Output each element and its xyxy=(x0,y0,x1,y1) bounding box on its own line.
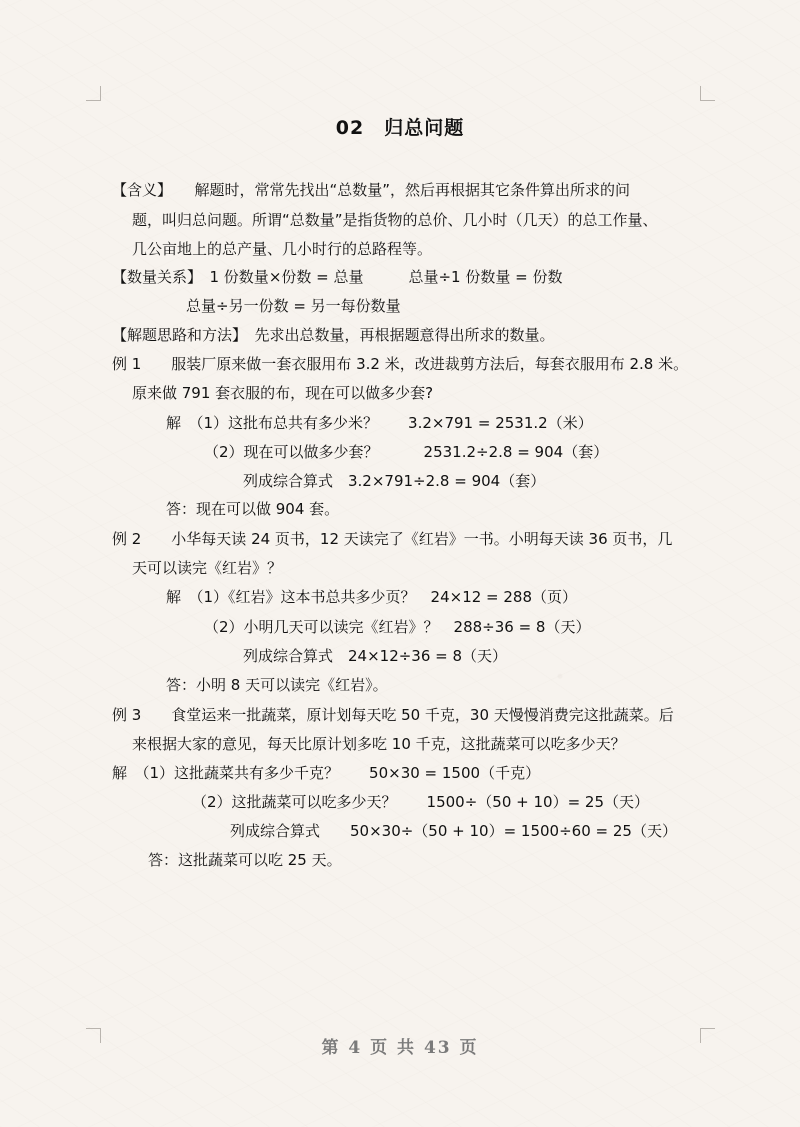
example-2-solution-step-1: 解 （1）《红岩》这本书总共多少页？ 24×12 = 288（页） xyxy=(166,588,578,606)
example-3-combined-formula: 列成综合算式 50×30÷（50 + 10）= 1500÷60 = 25（天） xyxy=(230,822,677,840)
corner-mark-top-left xyxy=(86,86,101,101)
relation-line-2: 总量÷另一份数 = 另一每份数量 xyxy=(186,297,401,315)
example-1-solution-step-2: （2）现在可以做多少套？ 2531.2÷2.8 = 904（套） xyxy=(204,443,609,461)
example-3-line-2: 来根据大家的意见，每天比原计划多吃 10 千克，这批蔬菜可以吃多少天？ xyxy=(132,735,626,753)
example-2-line-1: 例 2 小华每天读 24 页书，12 天读完了《红岩》一书。小明每天读 36 页书，几 xyxy=(112,530,673,548)
definition-line-1: 【含义】 解题时，常常先找出“总数量”，然后再根据其它条件算出所求的问 xyxy=(112,181,631,199)
example-2-answer: 答：小明 8 天可以读完《红岩》。 xyxy=(166,676,388,694)
example-1-line-1: 例 1 服装厂原来做一套衣服用布 3.2 米，改进裁剪方法后，每套衣服用布 2.8 米。 xyxy=(112,355,689,373)
method-line: 【解题思路和方法】 先求出总数量，再根据题意得出所求的数量。 xyxy=(112,326,555,344)
example-3-answer: 答：这批蔬菜可以吃 25 天。 xyxy=(148,851,342,869)
example-2-line-2: 天可以读完《红岩》？ xyxy=(132,559,283,577)
example-1-combined-formula: 列成综合算式 3.2×791÷2.8 = 904（套） xyxy=(243,472,546,490)
page-title: 02 归总问题 xyxy=(335,117,465,139)
corner-mark-top-right xyxy=(700,86,715,101)
example-1-answer: 答：现在可以做 904 套。 xyxy=(166,500,340,518)
example-1-line-2: 原来做 791 套衣服的布，现在可以做多少套? xyxy=(132,384,434,402)
example-3-solution-step-1: 解 （1）这批蔬菜共有多少千克？ 50×30 = 1500（千克） xyxy=(112,764,541,782)
page-number-footer: 第 4 页 共 43 页 xyxy=(321,1038,479,1058)
definition-line-2: 题，叫归总问题。所谓“总数量”是指货物的总价、几小时（几天）的总工作量、 xyxy=(132,211,658,229)
example-1-solution-step-1: 解 （1）这批布总共有多少米？ 3.2×791 = 2531.2（米） xyxy=(166,414,593,432)
definition-line-3: 几公亩地上的总产量、几小时行的总路程等。 xyxy=(132,240,433,258)
example-3-solution-step-2: （2）这批蔬菜可以吃多少天？ 1500÷（50 + 10）= 25（天） xyxy=(192,793,649,811)
example-3-line-1: 例 3 食堂运来一批蔬菜，原计划每天吃 50 千克，30 天慢慢消费完这批蔬菜。后 xyxy=(112,706,674,724)
relation-line-1: 【数量关系】 1 份数量×份数 = 总量 总量÷1 份数量 = 份数 xyxy=(112,268,563,286)
example-2-combined-formula: 列成综合算式 24×12÷36 = 8（天） xyxy=(243,647,508,665)
example-2-solution-step-2: （2）小明几天可以读完《红岩》？ 288÷36 = 8（天） xyxy=(204,618,591,636)
